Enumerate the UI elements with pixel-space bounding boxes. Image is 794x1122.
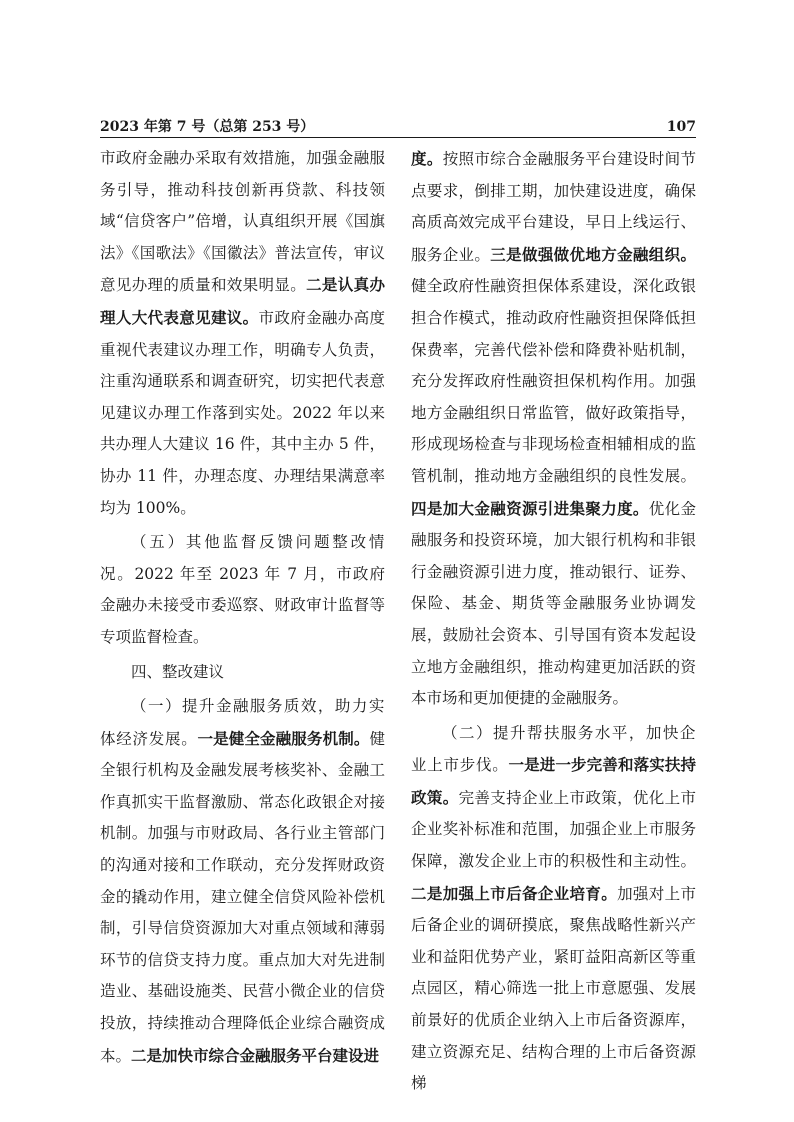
- paragraph-text: 健全银行机构及金融发展考核奖补、金融工作真抓实干监督激励、常态化政银企对接机制。加强与市财政局、各行业主管部门的沟通对接和工作联动，充分发挥财政资金的撬动作用，建立健全信贷风险补偿机制，引导信贷资源加大对重点领域和薄弱环节的信贷支持力度。重点加大对先进制造业、基础设施类、民营小微企业的信贷投放，持续推动合理降低企业综合融资成本。: [100, 729, 385, 1065]
- header-rule: [100, 137, 696, 138]
- paragraph: [100, 691, 385, 1072]
- subsection-heading: （五）其他监督反馈问题整改情况。: [100, 533, 385, 583]
- paragraph-text: 市政府金融办采取有效措施，加强金融服务引导，推动科技创新再贷款、科技领域“信贷客户”倍增，认真组织开展《国旗法》《国歌法》《国徽法》普法宣传，审议意见办理的质量和效果明显。: [100, 149, 385, 295]
- bold-lead: 二是加快市综合金融服务平台建设进: [131, 1045, 380, 1065]
- bold-lead: 一是进一步完善和落实扶持政策。: [411, 755, 696, 807]
- bold-lead: 一是健全金融服务机制。: [197, 728, 370, 748]
- bold-lead: 三是做强做优地方金融组织。: [490, 244, 696, 264]
- paragraph-text: 按照市综合金融服务平台建设时间节点要求，倒排工期，加快建设进度，确保高质高效完成平台建设，早日上线运行、服务企业。: [411, 150, 696, 264]
- paragraph: [411, 718, 696, 1100]
- bold-lead: 四是加大金融资源引进集聚力度。: [411, 498, 649, 518]
- bold-lead: 二是加强上市后备企业培育。: [411, 883, 618, 903]
- paragraph: [100, 527, 385, 653]
- paragraph-text: 加强对上市后备企业的调研摸底，聚焦战略性新兴产业和益阳优势产业，紧盯益阳高新区等重点园区，精心筛选一批上市意愿强、发展前景好的优质企业纳入上市后备资源库，建立资源充足、结构合理的上市后备资源梯: [411, 884, 696, 1093]
- paragraph-text: 2022 年至 2023 年 7 月，市政府金融办未接受市委巡察、财政审计监督等专项监督检查。: [100, 564, 385, 646]
- section-heading: 四、整改建议: [131, 662, 225, 681]
- paragraph: [100, 143, 385, 524]
- bold-lead: 度。: [411, 149, 443, 168]
- page-number: 107: [666, 119, 696, 135]
- paragraph-text: 健全政府性融资担保体系建设，深化政银担合作模式，推动政府性融资担保降低担保费率，完善代偿补偿和降费补贴机制，充分发挥政府性融资担保机构作用。加强地方金融组织日常监管，做好政策指导，形成现场检查与非现场检查相辅相成的监管机制，推动地方金融组织的良性发展。: [411, 277, 696, 485]
- bold-lead: 二是认真办理人大代表意见建议。: [100, 275, 385, 327]
- paragraph: [411, 143, 696, 715]
- right-column: [411, 143, 696, 1100]
- paragraph-text: 市政府金融办高度重视代表建议办理工作，明确专人负责，注重沟通联系和调查研究，切实把代表意见建议办理工作落到实处。2022 年以来共办理人大建议 16 件，其中主办 5 件，协办 11 件，办理态度、办理结果满意率均为 100%。: [100, 308, 385, 517]
- left-column: [100, 143, 385, 1072]
- issue-label: 2023 年第 7 号（总第 253 号）: [100, 119, 315, 135]
- subsection-heading: （二）提升帮扶服务水平，加快企业上市步伐。: [411, 723, 696, 775]
- paragraph-text: 优化金融服务和投资环境，加大银行机构和非银行金融资源引进力度，推动银行、证券、保险、基金、期货等金融服务业协调发展，鼓励社会资本、引导国有资本发起设立地方金融组织，推动构建更加活跃的资本市场和更加便捷的金融服务。: [411, 499, 696, 708]
- subsection-heading: （一）提升金融服务质效，助力实体经济发展。: [100, 697, 385, 748]
- page-header: [100, 116, 696, 138]
- paragraph-text: 完善支持企业上市政策，优化上市企业奖补标准和范围，加强企业上市服务保障，激发企业上市的积极性和主动性。: [411, 788, 696, 871]
